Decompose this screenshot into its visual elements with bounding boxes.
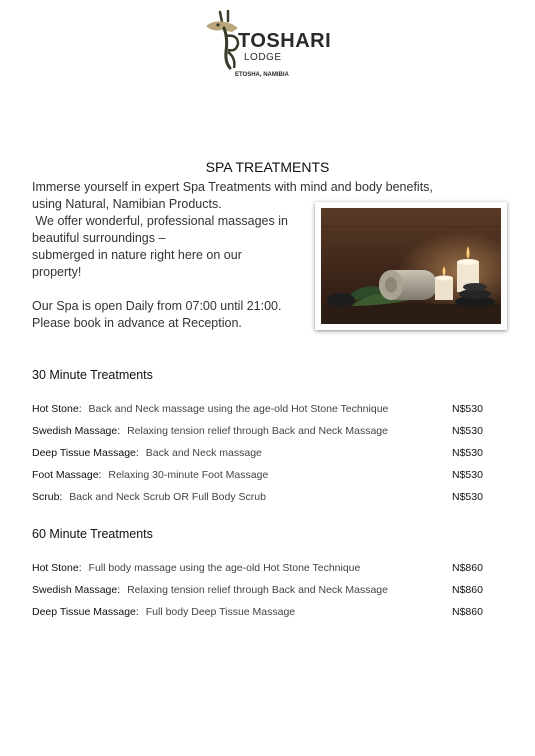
logo-name: TOSHARI xyxy=(238,30,332,52)
treatment-description: Full body Deep Tissue Massage xyxy=(145,606,296,618)
page-title: SPA TREATMENTS xyxy=(205,159,330,175)
intro-line: beautiful surroundings – xyxy=(32,231,166,245)
treatment-row xyxy=(32,398,492,420)
treatment-price: N$530 xyxy=(452,469,483,481)
treatment-description: Relaxing tension relief through Back and Neck Massage xyxy=(127,584,388,596)
treatment-name: Deep Tissue Massage: xyxy=(32,447,139,459)
treatment-name: Foot Massage: xyxy=(32,469,102,481)
treatment-row xyxy=(32,579,492,601)
spa-stones-candles-image xyxy=(321,208,501,324)
lodge-logo xyxy=(198,8,332,82)
treatment-price: N$860 xyxy=(452,606,483,618)
section-title-30-min: 30 Minute Treatments xyxy=(32,368,153,382)
treatment-description: Full body massage using the age-old Hot Stone Technique xyxy=(88,562,361,574)
treatment-name: Deep Tissue Massage: xyxy=(32,606,139,618)
intro-line: Immerse yourself in expert Spa Treatments with mind and body benefits, xyxy=(32,180,433,194)
hours-line: Our Spa is open Daily from 07:00 until 21:00. xyxy=(32,299,282,313)
treatment-description: Relaxing 30-minute Foot Massage xyxy=(108,469,269,481)
treatment-row xyxy=(32,420,492,442)
treatment-description: Back and Neck massage using the age-old Hot Stone Technique xyxy=(88,403,389,415)
logo-location: ETOSHA, NAMIBIA xyxy=(235,72,289,78)
treatment-row xyxy=(32,557,492,579)
intro-line: using Natural, Namibian Products. xyxy=(32,197,222,211)
treatment-description: Relaxing tension relief through Back and Neck Massage xyxy=(127,425,388,437)
treatment-price: N$860 xyxy=(452,562,483,574)
treatment-row xyxy=(32,442,492,464)
intro-line: submerged in nature right here on our xyxy=(32,248,242,262)
treatment-description: Back and Neck Scrub OR Full Body Scrub xyxy=(69,491,266,503)
intro-line: We offer wonderful, professional massages in xyxy=(32,214,288,228)
treatments-30-min-list xyxy=(32,398,492,508)
treatment-price: N$530 xyxy=(452,491,483,503)
treatment-name: Hot Stone: xyxy=(32,562,82,574)
treatment-row xyxy=(32,601,492,623)
treatment-price: N$530 xyxy=(452,447,483,459)
section-title-60-min: 60 Minute Treatments xyxy=(32,527,153,541)
treatment-description: Back and Neck massage xyxy=(145,447,262,459)
hours-line: Please book in advance at Reception. xyxy=(32,316,242,330)
treatment-name: Hot Stone: xyxy=(32,403,82,415)
treatment-name: Scrub: xyxy=(32,491,63,503)
treatment-name: Swedish Massage: xyxy=(32,584,121,596)
treatment-price: N$530 xyxy=(452,425,483,437)
treatment-price: N$530 xyxy=(452,403,483,415)
treatments-60-min-list xyxy=(32,557,492,623)
treatment-row xyxy=(32,486,492,508)
treatment-name: Swedish Massage: xyxy=(32,425,121,437)
intro-line: property! xyxy=(32,265,82,279)
logo-subtitle: LODGE xyxy=(244,52,282,63)
spa-photo xyxy=(315,202,507,330)
treatment-row xyxy=(32,464,492,486)
treatment-price: N$860 xyxy=(452,584,483,596)
